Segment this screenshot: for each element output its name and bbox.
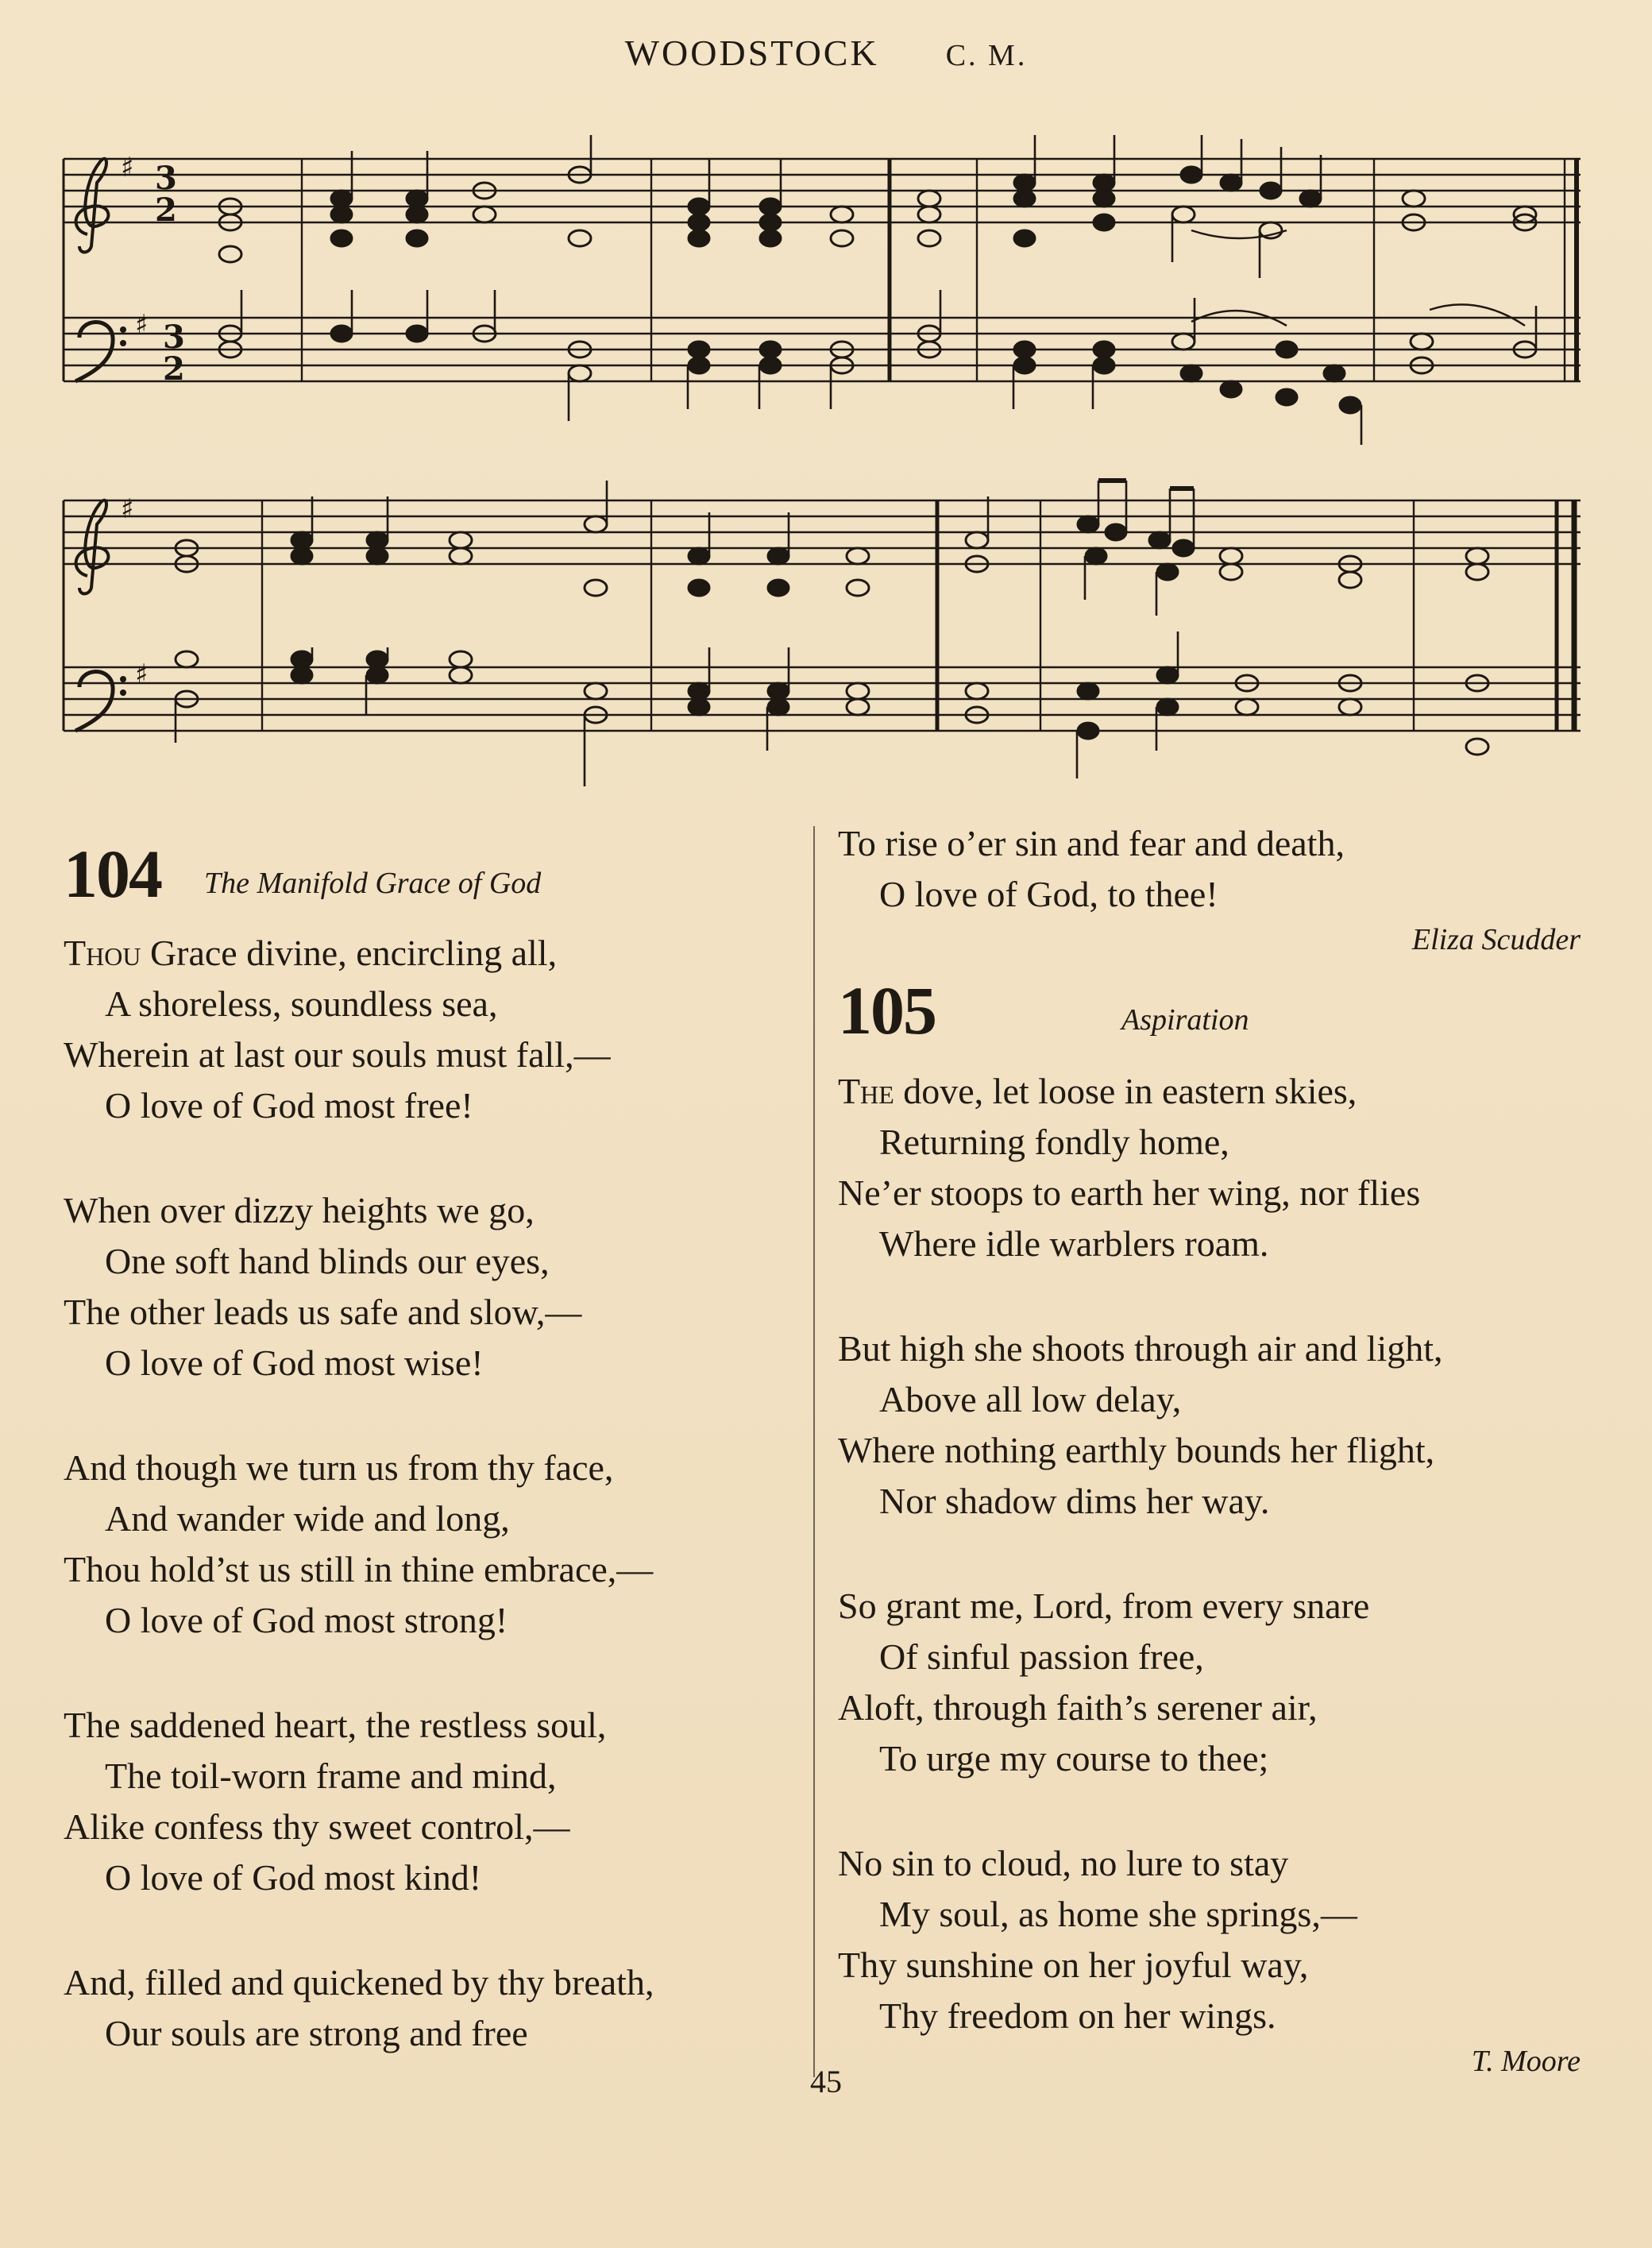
stanza (838, 1066, 1581, 1269)
author-credit: Eliza Scudder (1411, 923, 1581, 956)
music-system-1 (48, 135, 1596, 453)
hymn-105-heading (838, 971, 1581, 1050)
verse-line: Thy freedom on her wings. (879, 1995, 1276, 2036)
verse-line: A shoreless, soundless sea, (105, 983, 498, 1024)
verse-line: The other leads us safe and slow,— (64, 1292, 582, 1332)
verse-line: When over dizzy heights we go, (64, 1190, 535, 1230)
verse-line: O love of God most strong! (105, 1600, 508, 1640)
verse-line: No sin to cloud, no lure to stay (838, 1843, 1289, 1883)
stanza (64, 1443, 810, 1646)
verse-line: Where nothing earthly bounds her flight, (838, 1430, 1435, 1470)
author-credit: T. Moore (1471, 2045, 1581, 2078)
hymn-title: The Manifold Grace of God (204, 867, 542, 900)
stanza (838, 1838, 1581, 2041)
svg-text:♯: ♯ (121, 493, 134, 525)
verse-line: O love of God most free! (105, 1085, 473, 1126)
verse-line: Of sinful passion free, (879, 1636, 1204, 1677)
music-system-2 (48, 477, 1596, 810)
verse-line: Nor shadow dims her way. (879, 1481, 1270, 1521)
verse-line: Ne’er stoops to earth her wing, nor flies (838, 1172, 1421, 1213)
stanza (64, 1700, 810, 1903)
page-number: 45 (810, 2064, 842, 2099)
svg-text:2: 2 (163, 350, 185, 388)
drop-word: Thou (64, 933, 141, 973)
stanza (64, 1185, 810, 1389)
verse-line: And though we turn us from thy face, (64, 1447, 614, 1488)
verse-line: And wander wide and long, (105, 1498, 510, 1539)
drop-word: The (838, 1071, 894, 1111)
verse-line: O love of God most wise! (105, 1342, 484, 1383)
right-column (838, 818, 1581, 2081)
verse-line: O love of God most kind! (105, 1857, 482, 1898)
stanza (64, 1957, 810, 2059)
verse-line: Aloft, through faith’s serener air, (838, 1687, 1318, 1728)
music-staff-system-2 (48, 477, 1596, 810)
svg-text:3: 3 (163, 319, 185, 356)
verse-line: Above all low delay, (879, 1379, 1182, 1419)
left-column (64, 834, 810, 2059)
stanza (838, 1323, 1581, 1527)
verse-line (64, 928, 810, 979)
verse-line (838, 1066, 1581, 1117)
verse-line: Returning fondly home, (879, 1122, 1229, 1162)
verse-line: To rise o’er sin and fear and death, (838, 823, 1345, 863)
verse-line: To urge my course to thee; (879, 1738, 1269, 1779)
verse-line-text: Grace divine, encircling all, (141, 933, 558, 973)
hymn-number: 104 (64, 836, 161, 912)
verse-line: My soul, as home she springs,— (879, 1894, 1357, 1934)
svg-text:2: 2 (155, 191, 177, 229)
svg-text:3: 3 (155, 160, 177, 197)
svg-text:♯: ♯ (135, 659, 149, 690)
verse-line: Where idle warblers roam. (879, 1223, 1269, 1264)
svg-text:♯: ♯ (135, 309, 149, 341)
verse-line-text: dove, let loose in eastern skies, (894, 1071, 1357, 1111)
verse-line: Wherein at last our souls must fall,— (64, 1034, 611, 1075)
column-divider (813, 826, 815, 2077)
verse-line: One soft hand blinds our eyes, (105, 1241, 550, 1281)
verse-line: Thy sunshine on her joyful way, (838, 1945, 1309, 1985)
verse-line: And, filled and quickened by thy breath, (64, 1962, 654, 2003)
verse-line: O love of God, to thee! (879, 874, 1218, 914)
svg-text:♯: ♯ (121, 152, 134, 183)
verse-line: Our souls are strong and free (105, 2013, 528, 2053)
verse-line: So grant me, Lord, from every snare (838, 1586, 1370, 1626)
verse-line: The toil-worn frame and mind, (105, 1756, 557, 1796)
verse-line: The saddened heart, the restless soul, (64, 1705, 607, 1745)
hymn-104-heading (64, 834, 810, 913)
music-staff-system-1 (48, 135, 1596, 453)
stanza (64, 928, 810, 1131)
tune-name: WOODSTOCK (624, 33, 879, 73)
meter: C. M. (945, 39, 1028, 72)
hymn-title: Aspiration (1121, 1003, 1249, 1037)
verse-line: But high she shoots through air and light, (838, 1328, 1443, 1369)
tune-header (0, 32, 1652, 74)
stanza (838, 1581, 1581, 1784)
verse-line: Thou hold’st us still in thine embrace,— (64, 1549, 654, 1589)
verse-line: Alike confess thy sweet control,— (64, 1806, 570, 1847)
hymn-number: 105 (838, 972, 936, 1049)
